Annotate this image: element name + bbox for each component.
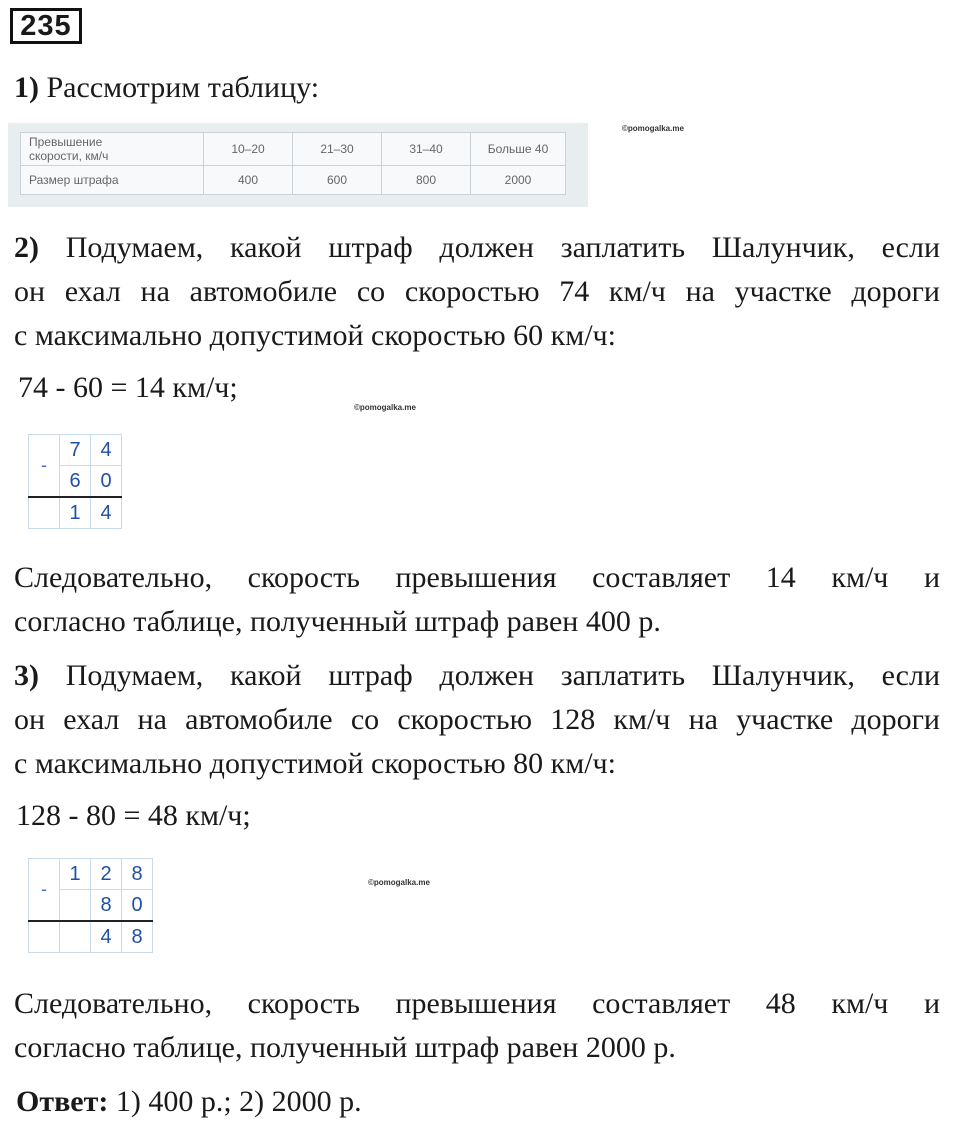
watermark: ©pomogalka.me	[354, 403, 416, 412]
digit-cell: 6	[60, 466, 91, 498]
answer-text: 1) 400 р.; 2) 2000 р.	[108, 1085, 362, 1118]
fine-table-header-label	[21, 133, 204, 166]
step3-equation: 128 - 80 = 48 км/ч;	[16, 799, 251, 832]
empty-cell	[29, 497, 60, 529]
answer-label: Ответ:	[16, 1085, 109, 1118]
digit-cell: 0	[122, 890, 153, 922]
range-cell: 31–40	[382, 133, 471, 166]
digit-cell: 0	[91, 466, 122, 498]
step2-line2: он ехал на автомобиле со скоростью 74 км/ч на участке дороги	[14, 275, 940, 308]
result-digit-cell	[60, 921, 91, 953]
step3-conclusion	[14, 982, 940, 1070]
step2-equation: 74 - 60 = 14 км/ч;	[18, 371, 238, 404]
fine-cell: 400	[204, 166, 293, 195]
result-digit-cell: 4	[91, 921, 122, 953]
result-digit-cell: 4	[91, 497, 122, 529]
step3-line3: с максимально допустимой скоростью 80 км/ч:	[14, 747, 616, 780]
digit-cell: 1	[60, 859, 91, 890]
step2-number: 2)	[14, 231, 39, 264]
step2-conclusion	[14, 556, 940, 644]
step2-conclusion-line1: Следовательно, скорость превышения составляет 14 км/ч и	[14, 561, 940, 594]
digit-cell	[60, 890, 91, 922]
result-digit-cell: 1	[60, 497, 91, 529]
digit-cell: 8	[91, 890, 122, 922]
header-label-line2: скорости, км/ч	[29, 149, 109, 163]
watermark: ©pomogalka.me	[622, 124, 684, 133]
header-label-line1: Превышение	[29, 135, 103, 149]
step1-line	[14, 66, 319, 110]
range-cell: 10–20	[204, 133, 293, 166]
step2-line1-text: Подумаем, какой штраф должен заплатить Шалунчик, если	[39, 231, 940, 264]
range-cell: Больше 40	[471, 133, 566, 166]
fine-table-image	[8, 123, 588, 207]
step3-line1	[14, 654, 940, 698]
fine-cell: 2000	[471, 166, 566, 195]
fine-cell: 600	[293, 166, 382, 195]
step3-number: 3)	[14, 659, 39, 692]
step2-paragraph	[14, 226, 940, 358]
answer-line	[16, 1080, 362, 1124]
minus-sign: -	[29, 859, 60, 922]
digit-cell: 8	[122, 859, 153, 890]
step3-conclusion-line1: Следовательно, скорость превышения составляет 48 км/ч и	[14, 987, 940, 1020]
range-cell: 21–30	[293, 133, 382, 166]
step2-line1	[14, 226, 940, 270]
step2-subtraction-grid	[28, 434, 122, 529]
task-number: 235	[10, 8, 82, 44]
step3-subtraction-grid	[28, 858, 153, 953]
step3-line2: он ехал на автомобиле со скоростью 128 км/ч на участке дороги	[14, 703, 940, 736]
fine-table	[20, 132, 566, 195]
digit-cell: 4	[91, 435, 122, 466]
step1-number: 1)	[14, 71, 39, 104]
step3-paragraph	[14, 654, 940, 786]
step2-line3: с максимально допустимой скоростью 60 км/ч:	[14, 319, 616, 352]
digit-cell: 7	[60, 435, 91, 466]
step1-text: Рассмотрим таблицу:	[39, 71, 320, 104]
digit-cell: 2	[91, 859, 122, 890]
fine-table-row-label: Размер штрафа	[21, 166, 204, 195]
step2-conclusion-line2: согласно таблице, полученный штраф равен 400 р.	[14, 605, 661, 638]
step3-line1-text: Подумаем, какой штраф должен заплатить Шалунчик, если	[39, 659, 940, 692]
empty-cell	[29, 921, 60, 953]
watermark: ©pomogalka.me	[368, 878, 430, 887]
fine-cell: 800	[382, 166, 471, 195]
minus-sign: -	[29, 435, 60, 498]
result-digit-cell: 8	[122, 921, 153, 953]
step3-conclusion-line2: согласно таблице, полученный штраф равен 2000 р.	[14, 1031, 676, 1064]
